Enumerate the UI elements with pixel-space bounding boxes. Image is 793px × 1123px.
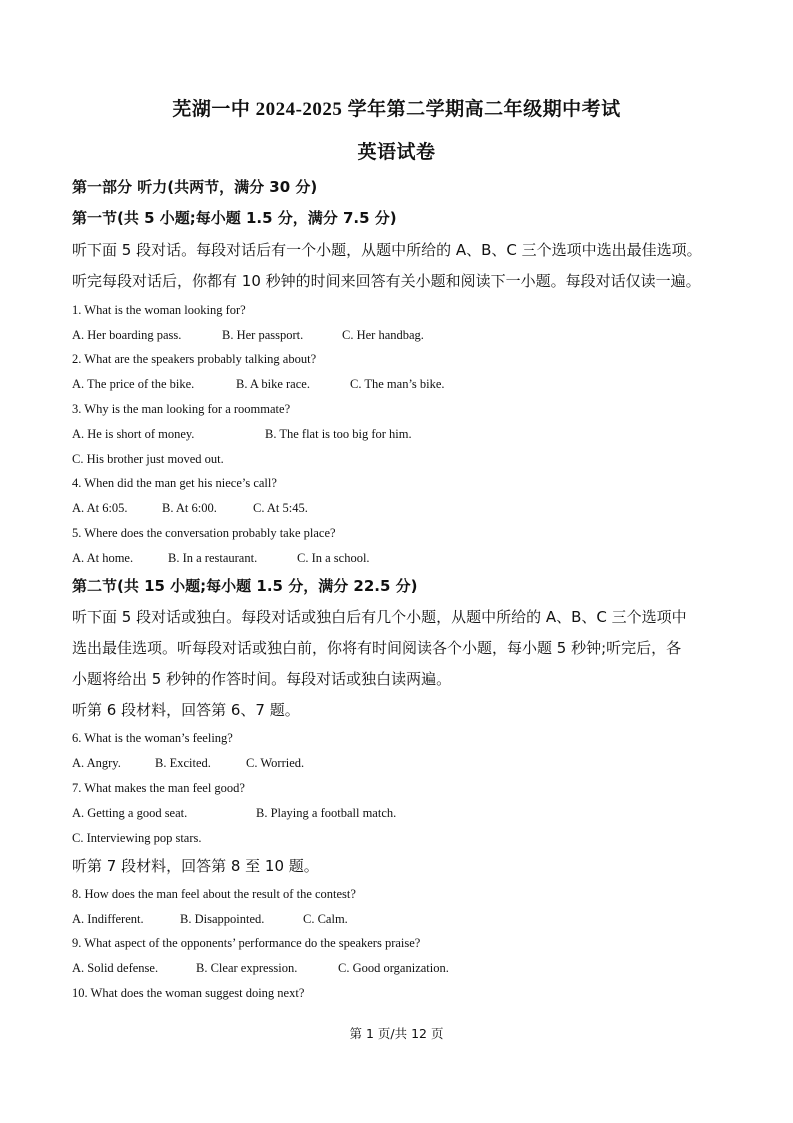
q1-option-c: C. Her handbag. bbox=[342, 328, 424, 342]
q3-option-a: A. He is short of money. bbox=[72, 427, 195, 441]
question-3: 3. Why is the man looking for a roommate? bbox=[72, 402, 291, 416]
q1-option-a: A. Her boarding pass. bbox=[72, 328, 182, 342]
q8-option-b: B. Disappointed. bbox=[180, 912, 265, 926]
exam-subtitle: 英语试卷 bbox=[357, 142, 436, 163]
q1-option-b: B. Her passport. bbox=[222, 328, 304, 342]
q7-option-b: B. Playing a football match. bbox=[256, 806, 397, 820]
question-1: 1. What is the woman looking for? bbox=[72, 303, 246, 317]
q9-option-a: A. Solid defense. bbox=[72, 961, 159, 975]
q3-option-c: C. His brother just moved out. bbox=[72, 452, 224, 466]
q2-option-b: B. A bike race. bbox=[236, 377, 310, 391]
q2-option-a: A. The price of the bike. bbox=[72, 377, 195, 391]
q5-option-b: B. In a restaurant. bbox=[168, 551, 258, 565]
section2-instruction-3: 小题将给出 5 秒钟的作答时间。每段对话或独白读两遍。 bbox=[72, 670, 452, 688]
q3-option-b: B. The flat is too big for him. bbox=[265, 427, 412, 441]
q8-option-a: A. Indifferent. bbox=[72, 912, 144, 926]
question-9: 9. What aspect of the opponents’ performance do the speakers praise? bbox=[72, 936, 421, 950]
section2-heading: 第二节(共 15 小题;每小题 1.5 分，满分 22.5 分) bbox=[72, 577, 418, 595]
q7-option-a: A. Getting a good seat. bbox=[72, 806, 188, 820]
section1-instruction-1: 听下面 5 段对话。每段对话后有一个小题，从题中所给的 A、B、C 三个选项中选出最佳选项。 bbox=[72, 241, 702, 259]
q6-option-b: B. Excited. bbox=[155, 756, 211, 770]
q5-option-c: C. In a school. bbox=[297, 551, 370, 565]
q6-option-c: C. Worried. bbox=[246, 756, 305, 770]
page-number: 第 1 页/共 12 页 bbox=[349, 1026, 444, 1041]
material-6-heading: 听第 6 段材料，回答第 6、7 题。 bbox=[72, 701, 300, 719]
section1-heading: 第一节(共 5 小题;每小题 1.5 分，满分 7.5 分) bbox=[72, 209, 397, 227]
question-6: 6. What is the woman’s feeling? bbox=[72, 731, 233, 745]
q8-option-c: C. Calm. bbox=[303, 912, 348, 926]
question-8: 8. How does the man feel about the result of the contest? bbox=[72, 887, 356, 901]
q7-option-c: C. Interviewing pop stars. bbox=[72, 831, 202, 845]
q2-option-c: C. The man’s bike. bbox=[350, 377, 445, 391]
q9-option-b: B. Clear expression. bbox=[196, 961, 298, 975]
q4-option-b: B. At 6:00. bbox=[162, 501, 217, 515]
question-10: 10. What does the woman suggest doing next? bbox=[72, 986, 305, 1000]
q9-option-c: C. Good organization. bbox=[338, 961, 449, 975]
q6-option-a: A. Angry. bbox=[72, 756, 121, 770]
question-7: 7. What makes the man feel good? bbox=[72, 781, 245, 795]
section1-instruction-2: 听完每段对话后，你都有 10 秒钟的时间来回答有关小题和阅读下一小题。每段对话仅读一遍。 bbox=[72, 272, 701, 290]
question-5: 5. Where does the conversation probably take place? bbox=[72, 526, 336, 540]
question-2: 2. What are the speakers probably talking about? bbox=[72, 352, 317, 366]
q4-option-a: A. At 6:05. bbox=[72, 501, 128, 515]
question-4: 4. When did the man get his niece’s call? bbox=[72, 476, 277, 490]
exam-title: 芜湖一中 2024-2025 学年第二学期高二年级期中考试 bbox=[172, 99, 621, 120]
section2-instruction-1: 听下面 5 段对话或独白。每段对话或独白后有几个小题，从题中所给的 A、B、C 三个选项中 bbox=[72, 608, 687, 626]
q5-option-a: A. At home. bbox=[72, 551, 134, 565]
section2-instruction-2: 选出最佳选项。听每段对话或独白前，你将有时间阅读各个小题，每小题 5 秒钟;听完后，各 bbox=[72, 639, 682, 657]
q4-option-c: C. At 5:45. bbox=[253, 501, 308, 515]
material-7-heading: 听第 7 段材料，回答第 8 至 10 题。 bbox=[72, 857, 319, 875]
part1-heading: 第一部分 听力(共两节，满分 30 分) bbox=[72, 178, 318, 196]
